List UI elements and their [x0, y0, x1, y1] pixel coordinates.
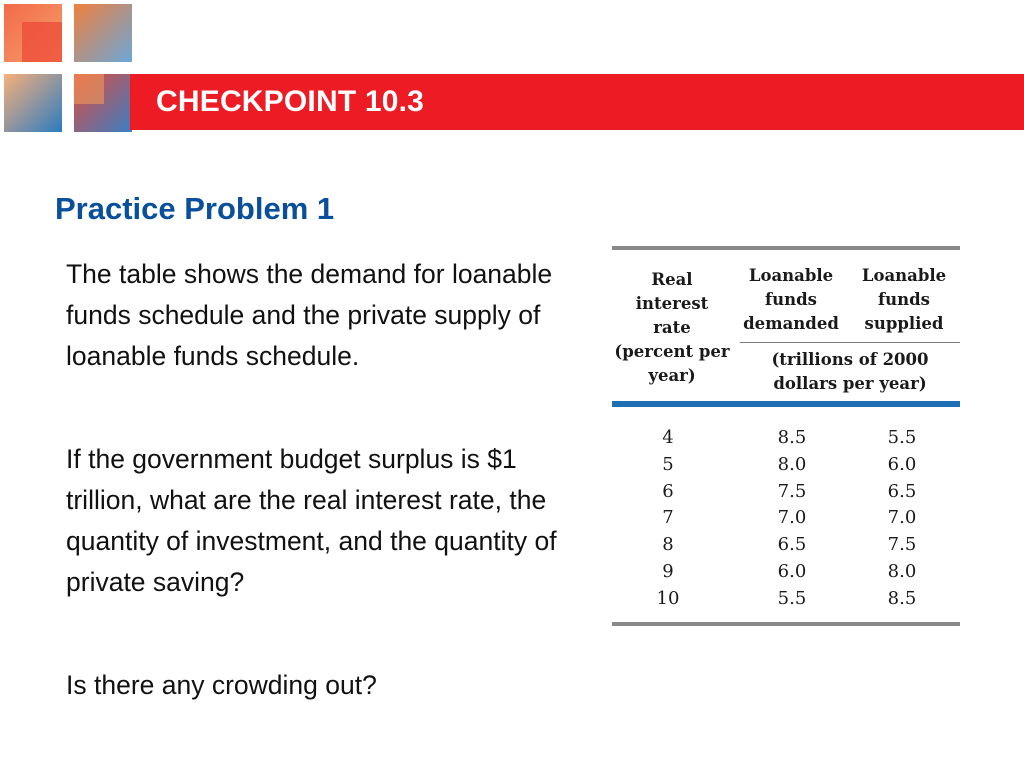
- table-cell-supplied: 8.5: [887, 588, 917, 609]
- table-units-rule: [740, 342, 960, 343]
- paragraph-question: If the government budget surplus is $1 trillion, what are the real interest rate, the quantity of investment, and the quantity of private saving?: [66, 444, 557, 597]
- table-cell-demanded: 7.5: [777, 481, 807, 502]
- table-cell-supplied: 7.5: [887, 534, 917, 555]
- loanable-funds-table: [612, 246, 960, 628]
- table-cell-rate: 6: [662, 481, 674, 502]
- table-cell-demanded: 8.5: [777, 427, 807, 448]
- column-header-rate: [612, 268, 732, 388]
- problem-title: Practice Problem 1: [55, 191, 335, 226]
- table-cell-supplied: 6.5: [887, 481, 917, 502]
- column-header-rate-label: Real interest rate: [635, 270, 709, 337]
- header-bar: [130, 74, 1024, 130]
- paragraph-table-description: The table shows the demand for loanable funds schedule and the private supply of loanable funds schedule.: [66, 259, 553, 371]
- logo-graphic: [4, 4, 132, 132]
- table-header-rule: [612, 401, 960, 407]
- table-cell-demanded: 8.0: [777, 454, 807, 475]
- table-cell-demanded: 5.5: [777, 588, 807, 609]
- table-cell-supplied: 6.0: [887, 454, 917, 475]
- column-units: (trillions of 2000 dollars per year): [771, 350, 929, 393]
- logo: [4, 4, 132, 132]
- table-cell-rate: 5: [662, 454, 674, 475]
- paragraph-crowding-out: Is there any crowding out?: [66, 670, 377, 700]
- table-bottom-rule: [612, 622, 960, 626]
- table-cell-rate: 9: [662, 561, 674, 582]
- column-header-rate-unit: (percent per year): [614, 342, 730, 385]
- table-cell-supplied: 5.5: [887, 427, 917, 448]
- table-cell-rate: 8: [662, 534, 674, 555]
- page-title: CHECKPOINT 10.3: [156, 85, 425, 118]
- column-header-demanded: Loanable funds demanded: [743, 266, 839, 333]
- table-cell-demanded: 6.0: [777, 561, 807, 582]
- table-top-rule: [612, 246, 960, 250]
- table-cell-supplied: 8.0: [887, 561, 917, 582]
- table-cell-rate: 7: [662, 507, 674, 528]
- column-header-supplied: Loanable funds supplied: [861, 266, 947, 333]
- table-cell-demanded: 7.0: [777, 507, 807, 528]
- table-cell-supplied: 7.0: [887, 507, 917, 528]
- table-cell-rate: 10: [656, 588, 680, 609]
- table-cell-rate: 4: [662, 427, 674, 448]
- table-cell-demanded: 6.5: [777, 534, 807, 555]
